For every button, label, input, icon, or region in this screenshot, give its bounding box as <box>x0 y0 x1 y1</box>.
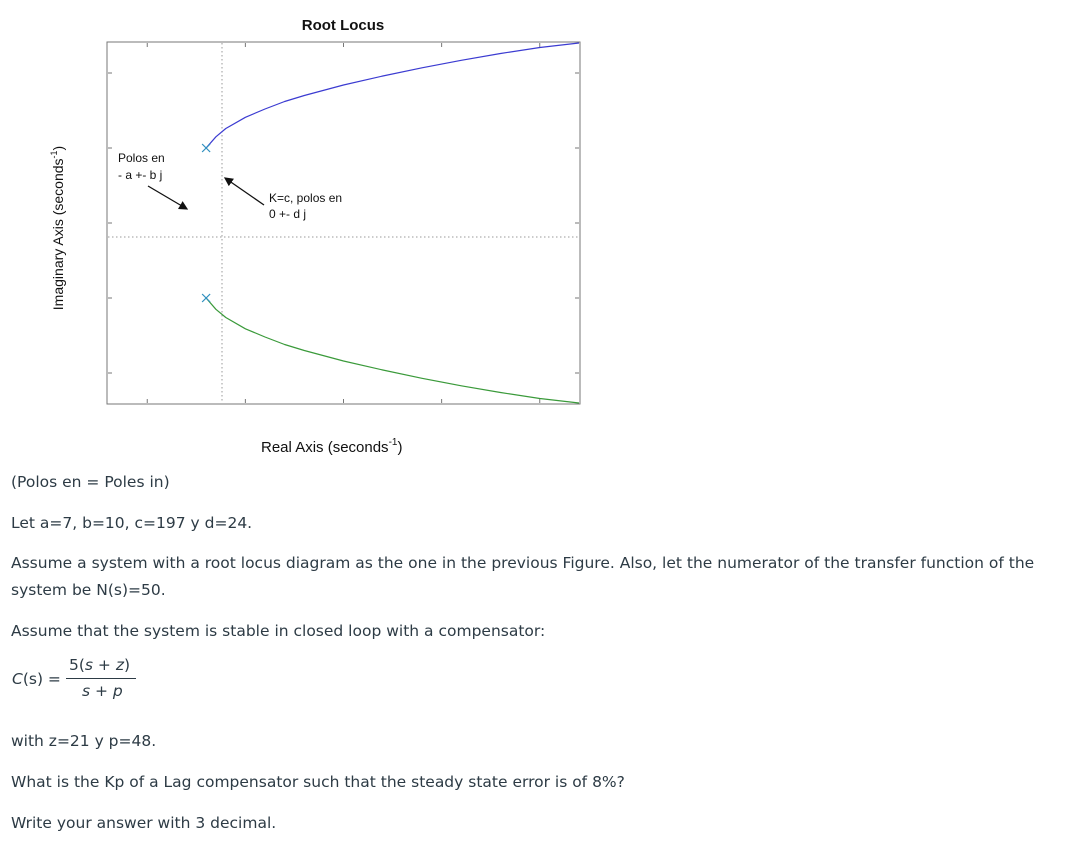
annotation-crossing-line-1: K=c, polos en <box>269 191 343 205</box>
x-axis-label-text: Real Axis (seconds <box>261 439 389 456</box>
numerator-variable-z: z <box>115 656 124 674</box>
x-axis-label-exponent: -1 <box>388 437 398 448</box>
x-axis-label <box>261 437 402 456</box>
root-locus-figure <box>0 0 600 470</box>
formula-function-arg: (s) = <box>22 670 61 688</box>
compensator-parameters: with z=21 y p=48. <box>11 732 157 750</box>
x-axis-label-close: ) <box>397 439 403 456</box>
numerator-close: ) <box>123 656 131 674</box>
given-values: Let a=7, b=10, c=197 y d=24. <box>11 514 253 532</box>
y-axis-label-exponent: -1 <box>49 150 59 159</box>
formula-denominator <box>82 682 123 700</box>
numerator-variable-s: s <box>84 656 93 674</box>
y-axis-label-close: ) <box>50 145 66 151</box>
chart-title: Root Locus <box>301 17 385 34</box>
plot-area <box>107 42 580 404</box>
y-axis-label-text: Imaginary Axis (seconds <box>50 158 66 311</box>
numerator-operator: + <box>93 656 116 674</box>
system-description: Assume a system with a root locus diagram as the one in the previous Figure. Also, let the numerator of the transfer function of the system be N(s)=50. <box>11 554 1035 599</box>
annotation-poles-line-2: - a +- b j <box>118 168 163 182</box>
denominator-variable-p: p <box>112 682 123 700</box>
denominator-operator: + <box>90 682 113 700</box>
formula-function-name: C <box>12 670 23 688</box>
annotation-poles-line-1: Polos en <box>118 151 165 165</box>
compensator-intro: Assume that the system is stable in closed loop with a compensator: <box>11 622 546 640</box>
answer-instruction: Write your answer with 3 decimal. <box>11 814 277 832</box>
question: What is the Kp of a Lag compensator such that the steady state error is of 8%? <box>11 773 625 791</box>
numerator-coefficient: 5( <box>69 656 85 674</box>
formula-numerator <box>69 656 130 674</box>
annotation-crossing-line-2: 0 +- d j <box>269 207 307 221</box>
formula-lhs <box>12 670 61 688</box>
note-translation: (Polos en = Poles in) <box>11 473 170 491</box>
y-axis-label <box>49 146 66 310</box>
fraction-bar <box>66 678 136 679</box>
denominator-variable-s: s <box>82 682 91 700</box>
